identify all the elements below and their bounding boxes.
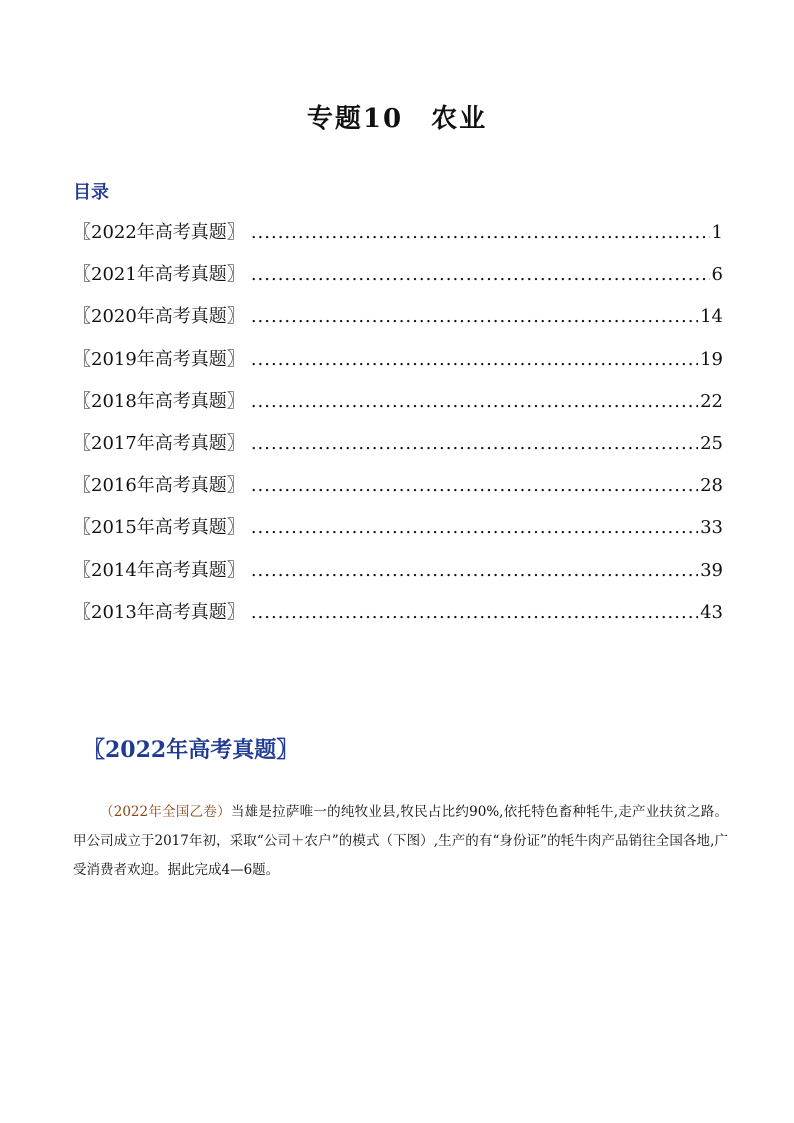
toc-entry-2018[interactable]: [73, 387, 723, 429]
toc-entry-2022[interactable]: [73, 218, 723, 260]
toc-entry-2019[interactable]: [73, 345, 723, 387]
document-title: 专题10 农业: [306, 104, 488, 134]
toc-entry-2017[interactable]: [73, 429, 723, 471]
toc-entry-page: 39: [700, 559, 723, 581]
toc-entry-label: 〖2018年高考真题〗: [73, 390, 245, 412]
toc-entry-page: 14: [700, 306, 723, 328]
toc-entry-label: 〖2016年高考真题〗: [73, 475, 245, 497]
toc-entry-label: 〖2015年高考真题〗: [73, 517, 245, 539]
toc-entry-2016[interactable]: [73, 471, 723, 513]
toc-entry-2021[interactable]: [73, 260, 723, 302]
toc-heading: 目录: [73, 182, 109, 203]
toc-entry-page: 25: [700, 432, 723, 454]
toc-entry-2015[interactable]: [73, 513, 723, 555]
toc-entry-label: 〖2021年高考真题〗: [73, 264, 245, 286]
question-text: 当雄是拉萨唯一的纯牧业县,牧民占比约90%,依托特色畜种牦牛,走产业扶贫之路。甲公司成立于2017年初，采取“公司＋农户”的模式（下图）,生产的有“身份证”的牦牛肉产品销往全国各地,广受消费者欢迎。据此完成4—6题。: [73, 804, 728, 878]
toc-entry-page: 33: [700, 517, 723, 539]
toc-leader-dots: [251, 517, 698, 538]
toc-leader-dots: [251, 264, 710, 285]
question-source: （2022年全国乙卷）: [100, 804, 231, 820]
toc-entry-page: 19: [700, 348, 723, 370]
toc-leader-dots: [251, 391, 698, 412]
toc-entry-page: 43: [700, 601, 723, 623]
toc-entry-label: 〖2013年高考真题〗: [73, 601, 245, 623]
toc-leader-dots: [251, 433, 698, 454]
toc-leader-dots: [251, 602, 698, 623]
toc-entry-label: 〖2017年高考真题〗: [73, 432, 245, 454]
question-paragraph: [73, 798, 728, 885]
table-of-contents: [73, 218, 723, 640]
toc-entry-label: 〖2014年高考真题〗: [73, 559, 245, 581]
toc-leader-dots: [251, 475, 698, 496]
toc-entry-page: 28: [700, 475, 723, 497]
toc-entry-label: 〖2020年高考真题〗: [73, 306, 245, 328]
toc-entry-2014[interactable]: [73, 556, 723, 598]
toc-leader-dots: [251, 349, 698, 370]
toc-entry-2013[interactable]: [73, 598, 723, 640]
toc-leader-dots: [251, 222, 710, 243]
toc-entry-label: 〖2022年高考真题〗: [73, 222, 245, 243]
toc-entry-page: 6: [711, 264, 723, 286]
toc-leader-dots: [251, 560, 698, 581]
toc-entry-label: 〖2019年高考真题〗: [73, 348, 245, 370]
toc-leader-dots: [251, 306, 698, 327]
section-heading: 〖2022年高考真题〗: [83, 737, 299, 763]
toc-entry-2020[interactable]: [73, 302, 723, 344]
toc-entry-page: 1: [711, 222, 723, 243]
toc-entry-page: 22: [700, 390, 723, 412]
